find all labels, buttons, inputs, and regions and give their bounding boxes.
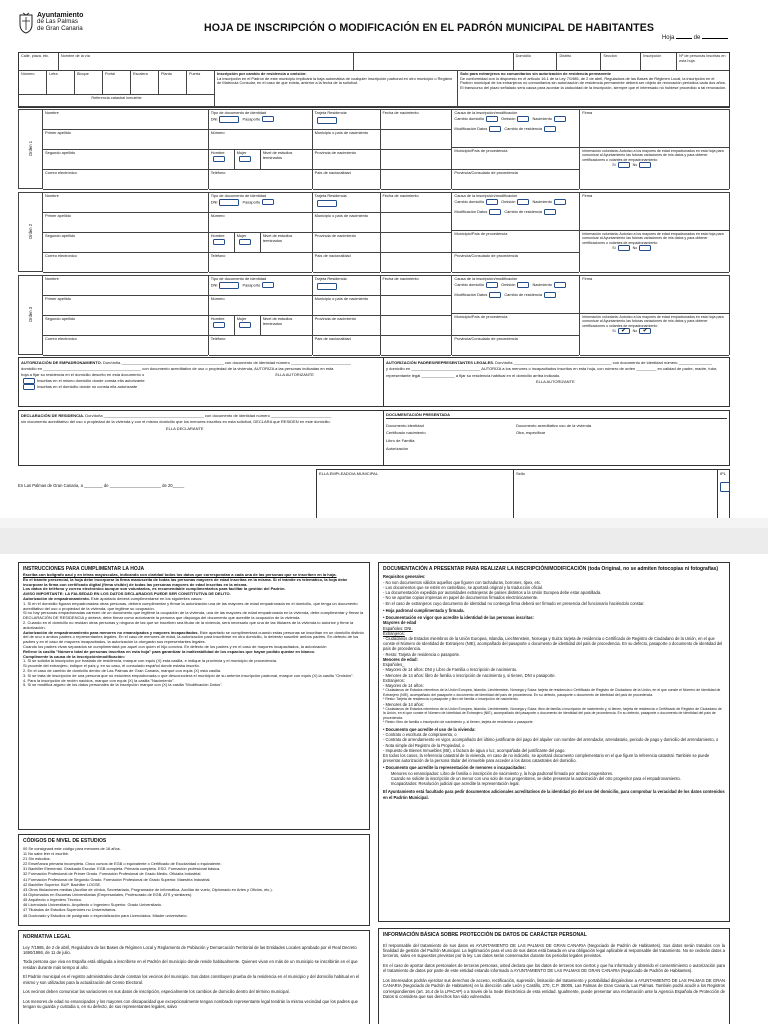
doc-men8: * Resto: libro de familia o inscripción de nacimiento y, si tienen, tarjeta de residencia o pasaporte. xyxy=(383,720,534,725)
instructions-title: INSTRUCCIONES PARA CUMPLIMENTAR LA HOJA xyxy=(23,566,145,572)
primer-apellido-label: Primer apellido xyxy=(44,213,71,218)
code-item: 31 Bachiller Elemental. Graduado Escolar. EGB completa. Primaria completa. ESO. Formación profesional básica. xyxy=(23,866,221,872)
requirement-item: - La documentación expedida por autoridades extranjeras de países distintos a la Unión Europea debe estar apostillada. xyxy=(383,590,602,596)
doc-h1: • Hoja padronal cumplimentada y firmada. xyxy=(383,607,465,613)
cambio-residencia-label: Cambio de residencia xyxy=(504,209,543,215)
cambio-domicilio-label: Cambio domicilio xyxy=(454,281,485,287)
firma-label: Firma xyxy=(582,276,593,281)
normativa-p1: Ley 7/1985, de 2 de abril, Reguladora de las Bases de Régimen Local y Reglamento de Población y Demarcación Territorial de las Entidades Locales aprobado por el Real Decreto 1690/1986, de 11 de julio. xyxy=(23,944,357,955)
authorization-row xyxy=(18,357,730,407)
nombre-label: Nombre xyxy=(44,276,59,281)
cambio-residencia-label: Cambio de residencia xyxy=(504,292,543,298)
via-name-label: Nombre de la vía xyxy=(60,54,90,58)
order-label: Orden 1 xyxy=(27,141,33,157)
no-label: No xyxy=(632,245,638,250)
autorizacion-text2: domicilio en ____________________________________________ con documento acreditativo de uso o propiedad de la vivienda, AUTORIZA a las personas indicadas en esta xyxy=(21,366,334,371)
codes-title: CÓDIGOS DE NIVEL DE ESTUDIOS xyxy=(23,838,107,844)
pais-nacionalidad-label: País de nacionalidad xyxy=(314,336,351,341)
doc-presentada-list xyxy=(386,422,516,452)
page-divider-light xyxy=(0,518,768,528)
si-checkbox[interactable] xyxy=(618,162,630,168)
form-page xyxy=(18,12,730,504)
doc-men1: - Mayores de 14 años: DNI y Libro de Familia o Inscripción de nacimiento. xyxy=(383,667,518,673)
tipo-doc-label: Tipo de documento de identidad xyxy=(210,193,267,198)
doc-esp2: Españoles_ xyxy=(383,662,405,668)
modificacion-checkbox[interactable] xyxy=(489,292,501,298)
telefono-label: Teléfono xyxy=(210,336,226,341)
doc-viv2: - Contrato de arrendamiento en vigor, acompañado del último justificante del pago del alquiler con nombre del arrendador, arrendatario, periodo de pago y domicilio del arrendamiento, o xyxy=(383,737,719,743)
nacimiento-checkbox[interactable] xyxy=(554,199,566,205)
doc-item xyxy=(386,437,516,445)
code-item: 42 Bachiller Superior. BUP. Bachiller LOGSE. xyxy=(23,881,102,887)
doc-men2: - Menores de 14 años: libro de familia o inscripción de nacimiento y, si tienen, DNI o pasaporte. xyxy=(383,672,556,678)
padres-signature-label: ELLA AUTORIZANTE xyxy=(536,379,575,385)
numero-doc-label: Número xyxy=(210,296,225,301)
address-block xyxy=(18,52,730,108)
declaracion-text1: Don/doña _____________________________________________ con documento de identidad número ___________________________ xyxy=(85,413,332,418)
nacimiento-checkbox[interactable] xyxy=(554,282,566,288)
code-item: 22 Enseñanza primaria incompleta. Cinco cursos de EGB o equivalente o Certificado de Escolaridad o equivalente. xyxy=(23,861,222,867)
doc-item xyxy=(386,445,516,453)
nivel-estudios-label: Nivel de estudios terminados xyxy=(262,150,293,160)
code-item: 47 Titulados de Estudios Superiores no Universitarios. xyxy=(23,907,117,913)
pais-nacionalidad-label: País de nacionalidad xyxy=(314,170,351,175)
provincia-nac-label: Provincia de nacimiento xyxy=(314,150,356,155)
hombre-checkbox[interactable] xyxy=(213,156,225,162)
requirement-item: - En el caso de extranjeros cuyo documento de identidad no contenga firma deberá ser firmado en presencia del funcionario haciéndolo constar. xyxy=(383,600,645,606)
primer-apellido-label: Primer apellido xyxy=(44,296,71,301)
code-item: 00 Se consignará este código para menores de 16 años. xyxy=(23,845,121,851)
instructions-panel xyxy=(18,562,370,830)
municipio-procedencia-label: Municipio/País de procedencia xyxy=(454,231,508,236)
tarjeta-checkbox[interactable] xyxy=(317,200,337,207)
modificacion-label: Modificación Datos xyxy=(454,292,488,298)
segundo-apellido-label: Segundo apellido xyxy=(44,316,76,321)
privacy-p3: Los interesados podrán ejercitar sus derechos de acceso, rectificación, supresión, limitación del tratamiento y portabilidad dirigiéndose a AYUNTAMIENTO DE LAS PALMAS DE GRAN CANARIA (Negociado de Padrón de Habitantes) en la dirección calle León y Castillo, 270, C.P. 35005, Las Palmas de Gran Canaria, Las Palmas. También podrá acudir a los Registros correspondientes (art. 16.4 de la LPACAP) o a través de la Sede Electrónica de esta entidad. Igualmente, puede presentar una reclamación ante la Agencia Española de Protección de Datos si considera que sus derechos han sido vulnerados. xyxy=(383,977,725,1000)
normativa-title: NORMATIVA LEGAL xyxy=(23,934,71,940)
instr-p4: AVISO IMPORTANTE: LA FALSEDAD EN LOS DATOS DECLARADOS PUEDE SER CONSTITUTIVA DE DELITO. xyxy=(23,591,231,597)
mujer-label: Mujer xyxy=(236,150,247,155)
omision-label: Omisión xyxy=(501,115,516,121)
planta-label: Planta xyxy=(161,72,172,76)
info-voluntaria-text: Información voluntaria: Autorizo a los mayores de edad empadronados en esta hoja para comunicar al Ayuntamiento las futuras variaciones de mis datos y para obtener certificaciones o volantes de empadronamiento xyxy=(582,232,724,245)
mujer-checkbox[interactable] xyxy=(239,322,251,328)
doc-rep1: Menores no emancipados: Libro de familia o inscripción de nacimiento y, la hoja padronal firmada por ambos progenitores. xyxy=(391,770,614,776)
person-order-2 xyxy=(18,192,730,272)
privacy-p2: En el caso de aportar datos personales de terceras personas, usted declara que los datos de terceros son ciertos y que ha informado y obtenido el consentimiento o autorización para el tratamiento de datos por parte de este entidad estando informado a AYUNTAMIENTO DE LAS PALMAS DE GRAN CANARIA (Negociado de Padrón de Habitantes). xyxy=(383,962,725,974)
dni-label: DNI xyxy=(210,199,218,205)
nacimiento-label: Nacimiento xyxy=(532,281,552,287)
doc-mayores: Mayores de edad xyxy=(383,620,417,626)
doc-ext3: Extranjeros: xyxy=(383,677,405,683)
org-name-line2: de Las Palmas xyxy=(37,18,78,26)
hoja-total-field[interactable] xyxy=(702,38,728,39)
autorizacion-text3: hoja a fijar su residencia en el domicilio descrito en esta documento o xyxy=(21,372,145,377)
ipl-label: IPL xyxy=(720,471,727,476)
nombre-label: Nombre xyxy=(44,193,59,198)
doc-viv1: - Contrato o escritura de compraventa, o xyxy=(383,732,457,738)
requirement-item: - No se aportan copias impresas en papel de documentos firmados electrónicamente. xyxy=(383,595,539,601)
padres-title: AUTORIZACIÓN PADRES/REPRESENTANTES LEGALES. xyxy=(386,360,495,365)
doc-ext1: - Ciudadanos de Estados miembros de la Unión Europea, Islandia, Liechtenstein, Noruega y Suiza: tarjeta de residencia o Certificado de Registro de Ciudadano de la Unión, en el que conste el Número de Identidad de Extranjero (NIE), acompañado del pasaporte o documento de identidad del país de procedencia. En su defecto, pasaporte o documento de identidad del país de procedencia. xyxy=(383,635,723,652)
municipio-nac-label: Municipio o país de nacimiento xyxy=(314,213,369,218)
declaracion-text2: sin documento acreditativo del uso o propiedad de la vivienda y con el mismo domicilio que los menores inscritos en esta solicitud, DECLARA que RESIDEN en este domicilio. xyxy=(21,419,331,425)
municipio-nac-label: Municipio o país de nacimiento xyxy=(314,296,369,301)
instr-p2: En el trámite presencial, la hoja debe incorporar la firma manuscrita de todas las personas mayores de edad inscritas en la misma. Si el trámite es telemático, la hoja debe incorporar la firma con certificado digital (firma visible) de todas las personas mayores de edad inscritas en la misma. xyxy=(23,576,348,587)
letra-label: Letra xyxy=(49,72,58,76)
instr-p11: Rellene la casilla "Número total de personas inscritas en esta hoja" para garantizar la inalterabilidad de los espacios que hayan podido quedar en blanco. xyxy=(23,648,316,654)
fecha-nac-label: Fecha de nacimiento xyxy=(382,193,419,198)
instr-p3: Los datos de teléfono y correo electrónico aunque son voluntarios, es recomendable cumplimentarlos para facilitar la gestión del Padrón. xyxy=(23,586,286,592)
doc-item-label: Libro de Familia xyxy=(386,437,415,443)
autorizacion-opt1-label: Inscritas en el mismo domicilio donde consta ella autorizante xyxy=(37,378,145,384)
cambio-domicilio-checkbox[interactable] xyxy=(486,199,498,205)
pasaporte-label: Pasaporte xyxy=(242,116,261,122)
org-name-line3: de Gran Canaria xyxy=(37,24,83,32)
order-label-cell xyxy=(19,193,43,272)
city-logo xyxy=(18,12,128,34)
no-checkbox[interactable] xyxy=(639,328,651,334)
si-label: Sí xyxy=(612,328,616,333)
mujer-label: Mujer xyxy=(236,316,247,321)
page-title: HOJA DE INSCRIPCIÓN O MODIFICACIÓN EN EL PADRÓN MUNICIPAL DE HABITANTES xyxy=(203,22,655,34)
check-mark-icon: ✔ xyxy=(642,327,648,334)
nacimiento-label: Nacimiento xyxy=(532,115,552,121)
seccion-label: Sección xyxy=(603,54,617,58)
tarjeta-checkbox[interactable] xyxy=(317,117,337,124)
doc-viv5: En todos los casos, la referencia catastral de la vivienda, en caso de no indicarlo, se aportará documento complementario en el que figure la referencia catastral. También se puede presentar autorización de la persona titular del inmueble para acceder a los datos catastrales del domicilio. xyxy=(383,753,710,764)
nivel-estudios-label: Nivel de estudios terminados xyxy=(262,316,293,326)
doc-item xyxy=(386,422,516,430)
doc-men3: - Mayores de 14 años: xyxy=(383,683,424,689)
de-label: de xyxy=(693,35,701,41)
tarjeta-checkbox[interactable] xyxy=(317,283,337,290)
code-item: 44 Diplomados en Escuelas Universitarias (Empresariales, Profesorado de EGB, ATS y similares). xyxy=(23,892,193,897)
nacimiento-label: Nacimiento xyxy=(532,198,552,204)
modificacion-checkbox[interactable] xyxy=(489,126,501,132)
privacy-p1: El responsable del tratamiento de sus datos es AYUNTAMIENTO DE LAS PALMAS DE GRAN CANARIA (Negociado de Padrón de Habitantes). Sus datos serán tratados con la finalidad de gestión del Padrón Municipal. La legitimación para el uso de sus datos está basada en una obligación legal aplicable al responsable del tratamiento. No se cederán datos a terceros, salvo en supuestos previstos por la ley. Los datos serán conservados durante los periodos legales previstos. xyxy=(383,942,725,959)
refcat-label: Referencia catastral inmueble xyxy=(91,96,142,100)
cambio-residencia-label: Cambio de residencia xyxy=(504,126,543,132)
pasaporte-checkbox[interactable] xyxy=(262,116,274,122)
causa-label: Causa de la inscripción/modificación xyxy=(454,276,518,281)
portal-label: Portal xyxy=(105,72,115,76)
hombre-checkbox[interactable] xyxy=(213,239,225,245)
instr-p9: Este apartado se cumplimentará cuando estas personas se inscriban en un domicilio distinto del de uno o ambos padres o representantes legales. En el caso de menores de edad, la autorización para inscribirse en otro domicilio, lo deberán suscribir ambos padres. En defecto de los padres y en el caso de mayores incapacitados, la autorización la otorgarán sus representantes legales. xyxy=(23,629,364,645)
doc-men7: * Ciudadanos de Estados miembros de la Unión Europea, Islandia, Liechtenstein, Noruega y Suiza: libro de familia o inscripción de nacimiento y, si tienen, tarjeta de residencia o Certificado de Registro de Ciudadano de la Unión, en el que conste el Número de Identidad de Extranjero (NIE), acompañado del pasaporte o documento de identidad del país de procedencia. En su defecto, pasaporte o documento de identidad del país de procedencia. xyxy=(383,706,722,720)
nivel-estudios-label: Nivel de estudios terminados xyxy=(262,233,293,243)
doc-item xyxy=(516,422,727,430)
declaracion-title: DECLARACIÓN DE RESIDENCIA. xyxy=(21,413,85,418)
domicilio-label: Domicilio xyxy=(515,54,531,58)
instr-p1: Escriba con bolígrafo azul y en letras mayúsculas, indicando con claridad todos los datos que correspondan a cada una de las personas que se inscriben en la hoja. xyxy=(23,572,337,577)
instr-p7: Si no hay personas empadronadas carecen de un documento que legitime la ocupación de la vivienda, una de las mayores de edad empadronada en la vivienda, debe cumplimentar y firmar la DECLARACIÓN DE RESIDENCIA y deberá, debe firmar como autorizante la persona que disponga del documento que acredite la ocupación de la vivienda. xyxy=(23,610,364,621)
cambio-residencia-checkbox[interactable] xyxy=(544,292,556,298)
requirement-item: - Los documentos que se estén en castellano, se aportará original y la traducción oficial. xyxy=(383,584,543,590)
provincia-nac-label: Provincia de nacimiento xyxy=(314,316,356,321)
fecha-nac-label: Fecha de nacimiento xyxy=(382,276,419,281)
municipio-procedencia-label: Municipio/País de procedencia xyxy=(454,314,508,319)
info-voluntaria-text: Información voluntaria: Autorizo a los mayores de edad empadronados en esta hoja para comunicar al Ayuntamiento las futuras variaciones de mis datos y para obtener certificaciones o volantes de empadronamiento xyxy=(582,315,724,328)
hombre-label: Hombre xyxy=(210,316,225,321)
provincia-procedencia-label: Provincia/Consulado de procedencia xyxy=(454,170,518,175)
privacy-title: INFORMACIÓN BÁSICA SOBRE PROTECCIÓN DE DATOS DE CARÁCTER PERSONAL xyxy=(383,932,587,938)
doc-item-label: Autorización xyxy=(386,445,409,451)
pasaporte-checkbox[interactable] xyxy=(262,282,274,288)
doc-h4: • Documento que acredite la representación de menores o incapacitados: xyxy=(383,765,526,771)
normativa-panel xyxy=(18,930,370,1024)
omision-checkbox[interactable] xyxy=(517,116,529,122)
inscripcion-label: Inscripción xyxy=(643,54,662,58)
padres-text2: y domicilio en _______________________________ AUTORIZA a los menores o incapacitados inscritos en esta hoja, con número de orden _________ en calidad de padre, madre, tutor, representante legal _______________ a fijar su residencia habitual en el domicilio arriba indicado. xyxy=(386,366,718,378)
code-item: 21 Sin estudios. xyxy=(23,855,51,861)
provincia-procedencia-label: Provincia/Consulado de procedencia xyxy=(454,253,518,258)
si-label: Sí xyxy=(612,162,616,167)
cambio-text: La inscripción en el Padrón de este municipio implicará la baja automática de cualquier inscripción padronal en otro municipio o Registro de Matrícula Consular, en el caso de que exista, anterior a la fecha de la solicitud. xyxy=(217,75,453,86)
tipo-doc-label: Tipo de documento de identidad xyxy=(210,276,267,281)
firma-label: Firma xyxy=(582,110,593,115)
doc-item-label: Documento acreditativo uso de la vivienda xyxy=(516,422,592,428)
person-order-1 xyxy=(18,109,730,189)
doc-viv3: - Nota simple del Registro de la Propiedad, o xyxy=(383,742,465,748)
privacy-panel xyxy=(378,928,730,1024)
pasaporte-label: Pasaporte xyxy=(242,199,261,205)
si-label: Sí xyxy=(612,245,616,250)
code-item: 48 Doctorado y Estudios de postgrado o especialización para Licenciados. Máster universitario. xyxy=(23,912,188,918)
dni-label: DNI xyxy=(210,282,218,288)
tarjeta-label: Tarjeta Residencia xyxy=(314,276,347,281)
doc-item-label: Certificado nacimiento xyxy=(386,430,426,436)
extranjeros-text: De conformidad con lo dispuesto en el artículo 16.1 de la Ley 7/1985, de 2 de abril, Reguladora de las Bases de Régimen Local, la inscripción en el Padrón municipal de los extranjeros no comunitarios sin autorización de residencia permanente deberá ser objeto de renovación periódica cada dos años. El transcurso del plazo señalado será causa para acordar la caducidad de la inscripción, siempre que el interesado no hubiese procedido a tal renovación. xyxy=(460,75,727,91)
person-order-3 xyxy=(18,275,730,355)
dni-checkbox[interactable] xyxy=(219,282,239,289)
doc-h2: • Documentación en vigor que acredite la identidad de las personas inscritas: xyxy=(383,615,534,621)
causa-label: Causa de la inscripción/modificación xyxy=(454,193,518,198)
extranjeros-title: Solo para extranjeros no comunitarios sin autorización de residencia permanente xyxy=(460,71,611,76)
normativa-p3: El Padrón municipal es el registro administrativo donde constan los vecinos del municipio. Sus datos constituyen prueba de la residencia en el municipio y del domicilio habitual en el mismo y son utilizados para la actualización del Censo Electoral. xyxy=(23,974,360,985)
instr-p12-title: Cumplimente la causa de la inscripción/modificación: xyxy=(23,653,126,659)
autorizacion-opt2-label: Inscritas en el domicilio donde no consta ella autorizante xyxy=(37,384,138,390)
cambio-residencia-checkbox[interactable] xyxy=(544,209,556,215)
form-footer xyxy=(18,469,730,519)
doc-item xyxy=(386,429,516,437)
distrito-label: Distrito xyxy=(559,54,572,58)
dni-label: DNI xyxy=(210,116,218,122)
hoja-label: Hoja xyxy=(661,35,675,41)
mujer-checkbox[interactable] xyxy=(239,156,251,162)
empleado-label: ELLA EMPLEADO/A MUNICIPAL xyxy=(319,471,379,476)
ipl-checkbox[interactable] xyxy=(720,482,730,492)
sello-label: Sello xyxy=(516,471,525,476)
doc-viv4: - Impuesto de Bienes Inmuebles (IBI), o factura de agua o luz, acompañada del justificante del pago. xyxy=(383,747,566,753)
numero-doc-label: Número xyxy=(210,213,225,218)
code-item: 45 Arquitecto o Ingeniero Técnico. xyxy=(23,897,82,903)
doc-presentada-list2 xyxy=(516,422,727,452)
autorizacion-opt2-checkbox[interactable] xyxy=(23,384,35,390)
form-header xyxy=(18,12,730,50)
order-label-cell xyxy=(19,110,43,189)
page-divider xyxy=(0,528,768,554)
municipio-nac-label: Municipio o país de nacimiento xyxy=(314,130,369,135)
tarjeta-label: Tarjeta Residencia xyxy=(314,110,347,115)
documentation-title: DOCUMENTACIÓN A PRESENTAR PARA REALIZAR LA INSCRIPCIÓN/MODIFICACIÓN (toda Original, no se admiten fotocopias ni fotografías) xyxy=(383,566,719,572)
modificacion-label: Modificación Datos xyxy=(454,209,488,215)
firma-label: Firma xyxy=(582,193,593,198)
doc-men6: - Menores de 14 años: xyxy=(383,701,424,707)
doc-item-label: Documento identidad xyxy=(386,422,424,428)
provincia-procedencia-label: Provincia/Consulado de procedencia xyxy=(454,336,518,341)
order-label-cell xyxy=(19,276,43,355)
pais-nacionalidad-label: País de nacionalidad xyxy=(314,253,351,258)
omision-label: Omisión xyxy=(501,198,516,204)
instr-p5-title: Autorización de empadronamiento. xyxy=(23,595,90,601)
instr-p8: 2. Cuando en el domicilio no residan otras personas y ninguna de las que se inscriben sea titular de la vivienda, será necesario que una de las titulares de la vivienda lo autorice y firme la autorización. xyxy=(23,619,354,630)
omision-checkbox[interactable] xyxy=(517,282,529,288)
info-voluntaria-text: Información voluntaria: Autorizo a los mayores de edad empadronados en esta hoja para comunicar al Ayuntamiento las futuras variaciones de mis datos y para obtener certificaciones o volantes de empadronamiento xyxy=(582,149,724,162)
requirement-item: - No son documentos válidos aquellos que figuren con tachaduras, borrones, tipex, etc. xyxy=(383,579,542,585)
cambio-domicilio-label: Cambio domicilio xyxy=(454,198,485,204)
cambio-residencia-checkbox[interactable] xyxy=(544,126,556,132)
instr-p16: 3. Si se trata de inscripción de una persona que no estuviera empadronada o que desconociera el municipio de su anterior inscripción padronal, marque con equis (X) la casilla "Omisión". xyxy=(23,672,354,678)
doc-men5: * Resto: Tarjeta de residencia o pasaporte y libro de familia o inscripción de nacimiento. xyxy=(383,697,519,702)
modificacion-checkbox[interactable] xyxy=(489,209,501,215)
requirements-list xyxy=(383,580,725,606)
si-checkbox[interactable] xyxy=(618,328,630,334)
primer-apellido-label: Primer apellido xyxy=(44,130,71,135)
pasaporte-label: Pasaporte xyxy=(242,282,261,288)
no-label: No xyxy=(632,328,638,333)
declaration-row xyxy=(18,410,730,466)
instr-p9-title: Autorización de empadronamiento para menores no emancipados y mayores incapacitados. xyxy=(23,629,199,635)
bloque-label: Bloque xyxy=(77,72,89,76)
correo-label: Correo electrónico xyxy=(44,253,77,258)
sheet-number xyxy=(662,35,728,42)
documentation-panel xyxy=(378,562,730,922)
instr-p17: 4. Para la inscripción de recién nacidos, marque con equis (X) la casilla "Nacimiento". xyxy=(23,677,175,683)
hombre-checkbox[interactable] xyxy=(213,322,225,328)
doc-final: El Ayuntamiento está facultado para pedir documentos adicionales acreditativos de la identidad y/o del uso del domicilio, para comprobar la veracidad de los datos contenidos en el Padrón Municipal. xyxy=(383,789,725,800)
hoja-number-field[interactable] xyxy=(676,38,692,39)
fecha-nac-label: Fecha de nacimiento xyxy=(382,110,419,115)
segundo-apellido-label: Segundo apellido xyxy=(44,150,76,155)
org-name-line1: Ayuntamiento xyxy=(37,12,84,19)
via-type-label: Calle, plaza, etc. xyxy=(21,54,50,58)
numero-doc-label: Número xyxy=(210,130,225,135)
doc-presentada-title: DOCUMENTACIÓN PRESENTADA xyxy=(386,413,727,419)
no-checkbox[interactable] xyxy=(639,245,651,251)
segundo-apellido-label: Segundo apellido xyxy=(44,233,76,238)
instr-p18: 5. Si se modifica alguno de los datos personales de la inscripción marque con (X) la casilla "Modificación Datos". xyxy=(23,682,223,688)
declarante-signature-label: ELLA DECLARANTE xyxy=(166,425,204,431)
autorizacion-title: AUTORIZACIÓN DE EMPADRONAMIENTO. xyxy=(21,360,102,365)
hombre-label: Hombre xyxy=(210,150,225,155)
instr-p10: Cuando los padres vivan separados se cumplimentará por aquel con quien el hijo conviva. En defecto de los padres y en el caso de mayores incapacitados, la autorización xyxy=(23,643,327,649)
doc-men4: * Ciudadanos de Estados miembros de la Unión Europea, Islandia, Liechtenstein, Noruega y Suiza: tarjeta de residencia o Certificado de Registro de Ciudadano de la Unión, en el que conste el Número de Identidad de Extranjero (NIE), acompañado del pasaporte o documento de identidad del país de procedencia. En su defecto, pasaporte o documento de identidad del país de procedencia. xyxy=(383,688,721,697)
dni-checkbox[interactable] xyxy=(219,116,239,123)
coat-of-arms-icon xyxy=(18,12,34,34)
doc-rep3: Incapacitados: Resolución judicial que acredite la representación legal. xyxy=(391,781,520,787)
num-personas-label: Nº de personas inscritas en esta hoja xyxy=(679,54,726,63)
code-item: 41 Formación Profesional de Segundo Grado. Formación Profesional de Grado Superior. Maestría Industrial. xyxy=(23,876,211,882)
escalera-label: Escalera xyxy=(133,72,148,76)
tarjeta-label: Tarjeta Residencia xyxy=(314,193,347,198)
nacimiento-checkbox[interactable] xyxy=(554,116,566,122)
doc-item xyxy=(516,429,727,437)
doc-rep2: Cuando se solicite la inscripción de un menor con uno solo de sus progenitores, se debe presentar la autorización del otro progenitor para el empadronamiento. xyxy=(391,775,681,781)
doc-item-label: Otra, especificar xyxy=(516,430,546,436)
doc-espanoles: Españoles: DNI. xyxy=(383,625,413,631)
req-title: Requisitos generales: xyxy=(383,574,426,580)
si-checkbox[interactable] xyxy=(618,245,630,251)
instr-p13: 1. Si se solicita la inscripción por traslado de residencia, marque con equis (X) esta casilla, e indique la provincia y el municipio de procedencia. xyxy=(23,658,278,664)
tipo-doc-label: Tipo de documento de identidad xyxy=(210,110,267,115)
doc-h3: • Documento que acredite el uso de la vivienda: xyxy=(383,726,476,732)
puerta-label: Puerta xyxy=(189,72,201,76)
instr-p14: Si procede del extranjero, indique el país y, en su caso, el consulado español donde estaba inscrito. xyxy=(23,663,200,669)
correo-label: Correo electrónico xyxy=(44,336,77,341)
mujer-checkbox[interactable] xyxy=(239,239,251,245)
no-checkbox[interactable] xyxy=(639,162,651,168)
mujer-label: Mujer xyxy=(236,233,247,238)
hombre-label: Hombre xyxy=(210,233,225,238)
padres-text1: Don/doña ____________________________________________ con documento de identidad número _______________ xyxy=(495,360,713,365)
code-item: 46 Licenciado Universitario. Arquitecto o Ingeniero Superior. Grado Universitario. xyxy=(23,902,163,908)
causa-label: Causa de la inscripción/modificación xyxy=(454,110,518,115)
normativa-p4: Los vecinos deben comunicar las variaciones en sus datos de inscripción, especialmente los cambios de domicilio dentro del término municipal. xyxy=(23,989,290,995)
doc-menores: Menores de edad: xyxy=(383,656,418,662)
omision-checkbox[interactable] xyxy=(517,199,529,205)
normativa-p2: Toda persona que viva en España está obligada a inscribirse en el Padrón del municipio donde reside habitualmente. Quienes vivan en más de un municipio se inscribirán en el que residan durante más tiempo al año. xyxy=(23,959,358,970)
instructions-page xyxy=(18,562,730,1024)
modificacion-label: Modificación Datos xyxy=(454,126,488,132)
no-label: No xyxy=(632,162,638,167)
codes-panel xyxy=(18,834,370,926)
order-label: Orden 3 xyxy=(27,307,33,323)
pasaporte-checkbox[interactable] xyxy=(262,199,274,205)
cambio-title: Inscripción por cambio de residencia u omisión: xyxy=(217,71,307,76)
telefono-label: Teléfono xyxy=(210,253,226,258)
doc-ext2: - Resto: Tarjeta de residencia o pasaporte. xyxy=(383,651,461,657)
check-mark-icon: ✔ xyxy=(621,327,627,334)
instr-p5: Este apartado deberá cumplimentarse en los siguientes casos: xyxy=(91,595,203,601)
code-item: 11 No sabe leer ni escribir. xyxy=(23,850,69,856)
normativa-p5: Los menores de edad no emancipados y los mayores con discapacidad que excepcionalmente tengan nombrado representante legal tendrán la misma vecindad que los padres que tengan su guarda y custodia o, en su defecto, de sus representantes legales, salvo xyxy=(23,998,358,1010)
cambio-domicilio-label: Cambio domicilio xyxy=(454,115,485,121)
dni-checkbox[interactable] xyxy=(219,199,239,206)
lugar-fecha: En Las Palmas de Gran Canaria, a ________ de ______________________ de 20_____ xyxy=(18,483,185,488)
municipio-procedencia-label: Municipio/País de procedencia xyxy=(454,148,508,153)
numero-label: Número xyxy=(21,72,35,76)
provincia-nac-label: Provincia de nacimiento xyxy=(314,233,356,238)
doc-extranjeros: Extranjeros: xyxy=(383,630,405,636)
correo-label: Correo electrónico xyxy=(44,170,77,175)
cambio-domicilio-checkbox[interactable] xyxy=(486,116,498,122)
code-item: 43 Otros titulaciones medias (Auxiliar de clínica, Secretariado, Programador de informática, Auxiliar de vuelo, Diplomado en Artes y Oficios, etc.). xyxy=(23,886,273,892)
telefono-label: Teléfono xyxy=(210,170,226,175)
autorizacion-text1: Don/doña ______________________________________________ con documento de identidad número ___________________________ xyxy=(103,360,352,365)
nombre-label: Nombre xyxy=(44,110,59,115)
cambio-domicilio-checkbox[interactable] xyxy=(486,282,498,288)
codes-list xyxy=(23,846,365,918)
instr-p15: 2. En el caso de cambio de domicilio dentro de Las Palmas de Gran Canaria, marque con equis (X) esta casilla. xyxy=(23,667,222,673)
omision-label: Omisión xyxy=(501,281,516,287)
code-item: 32 Formación Profesional de Primer Grado. Formación Profesional de Grado Medio. Oficialía Industrial. xyxy=(23,871,202,877)
instr-p6: 1. Si en el domicilio figuran empadronadas otras personas, deberá cumplimentar y firmar la autorización una de las mayores de edad empadronada en el domicilio, que tenga un documento acreditativo del uso o propiedad de la vivienda, que legitime su ocupación. xyxy=(23,600,358,611)
order-label: Orden 2 xyxy=(27,224,33,240)
autorizante-signature-label: ELLA AUTORIZANTE xyxy=(275,372,314,377)
